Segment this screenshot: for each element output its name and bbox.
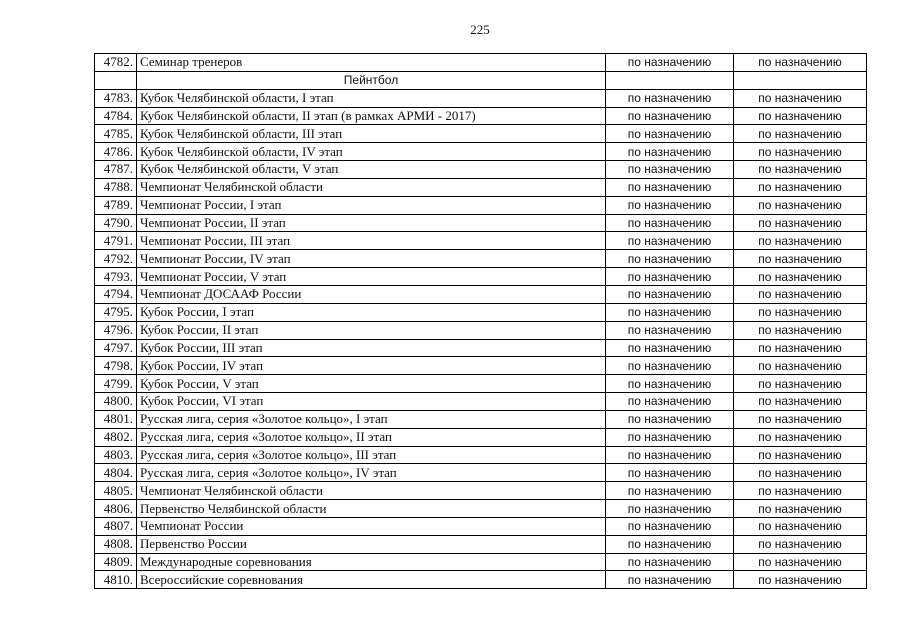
event-name: Чемпионат ДОСААФ России bbox=[137, 285, 606, 303]
event-name: Чемпионат России bbox=[137, 517, 606, 535]
table-row bbox=[95, 250, 867, 268]
location-cell: по назначению bbox=[734, 89, 867, 107]
event-name: Семинар тренеров bbox=[137, 54, 606, 72]
row-number: 4804. bbox=[95, 464, 137, 482]
event-name: Кубок России, III этап bbox=[137, 339, 606, 357]
event-name: Кубок Челябинской области, III этап bbox=[137, 125, 606, 143]
table-row bbox=[95, 178, 867, 196]
table-row bbox=[95, 446, 867, 464]
row-number: 4806. bbox=[95, 500, 137, 518]
table-row bbox=[95, 339, 867, 357]
organizer-cell: по назначению bbox=[606, 517, 734, 535]
organizer-cell: по назначению bbox=[606, 410, 734, 428]
events-table-body bbox=[95, 54, 867, 589]
row-number: 4794. bbox=[95, 285, 137, 303]
table-row bbox=[95, 517, 867, 535]
location-cell: по назначению bbox=[734, 482, 867, 500]
location-cell: по назначению bbox=[734, 464, 867, 482]
organizer-cell: по назначению bbox=[606, 303, 734, 321]
location-cell: по назначению bbox=[734, 303, 867, 321]
location-cell: по назначению bbox=[734, 500, 867, 518]
row-number: 4787. bbox=[95, 161, 137, 179]
page-number: 225 bbox=[470, 22, 490, 37]
organizer-cell: по назначению bbox=[606, 464, 734, 482]
row-number: 4810. bbox=[95, 571, 137, 589]
organizer-cell: по назначению bbox=[606, 196, 734, 214]
organizer-cell: по назначению bbox=[606, 125, 734, 143]
row-number: 4782. bbox=[95, 54, 137, 72]
organizer-cell: по назначению bbox=[606, 285, 734, 303]
table-row bbox=[95, 375, 867, 393]
row-number: 4792. bbox=[95, 250, 137, 268]
location-cell: по назначению bbox=[734, 107, 867, 125]
row-number: 4784. bbox=[95, 107, 137, 125]
organizer-cell: по назначению bbox=[606, 553, 734, 571]
row-number: 4788. bbox=[95, 178, 137, 196]
event-name: Всероссийские соревнования bbox=[137, 571, 606, 589]
location-cell: по назначению bbox=[734, 250, 867, 268]
table-row bbox=[95, 89, 867, 107]
row-number: 4798. bbox=[95, 357, 137, 375]
event-name: Чемпионат России, II этап bbox=[137, 214, 606, 232]
row-number: 4786. bbox=[95, 143, 137, 161]
table-row bbox=[95, 143, 867, 161]
location-cell: по назначению bbox=[734, 285, 867, 303]
row-number: 4801. bbox=[95, 410, 137, 428]
organizer-cell: по назначению bbox=[606, 482, 734, 500]
organizer-cell: по назначению bbox=[606, 161, 734, 179]
event-name: Русская лига, серия «Золотое кольцо», III этап bbox=[137, 446, 606, 464]
table-row bbox=[95, 357, 867, 375]
table-row bbox=[95, 464, 867, 482]
organizer-cell: по назначению bbox=[606, 446, 734, 464]
organizer-cell: по назначению bbox=[606, 535, 734, 553]
row-number: 4783. bbox=[95, 89, 137, 107]
event-name: Кубок России, V этап bbox=[137, 375, 606, 393]
row-number: 4785. bbox=[95, 125, 137, 143]
table-row bbox=[95, 214, 867, 232]
event-name: Кубок России, VI этап bbox=[137, 393, 606, 411]
location-cell: по назначению bbox=[734, 428, 867, 446]
location-cell: по назначению bbox=[734, 393, 867, 411]
event-name: Международные соревнования bbox=[137, 553, 606, 571]
location-cell: по назначению bbox=[734, 143, 867, 161]
events-table bbox=[94, 53, 867, 589]
location-cell: по назначению bbox=[734, 517, 867, 535]
row-number: 4795. bbox=[95, 303, 137, 321]
location-cell: по назначению bbox=[734, 410, 867, 428]
event-name: Кубок России, II этап bbox=[137, 321, 606, 339]
row-number: 4808. bbox=[95, 535, 137, 553]
event-name: Чемпионат Челябинской области bbox=[137, 178, 606, 196]
row-number: 4796. bbox=[95, 321, 137, 339]
row-number: 4805. bbox=[95, 482, 137, 500]
table-row bbox=[95, 535, 867, 553]
event-name: Чемпионат России, V этап bbox=[137, 268, 606, 286]
table-row bbox=[95, 125, 867, 143]
location-cell: по назначению bbox=[734, 54, 867, 72]
organizer-cell: по назначению bbox=[606, 375, 734, 393]
event-name: Русская лига, серия «Золотое кольцо», II этап bbox=[137, 428, 606, 446]
location-cell: по назначению bbox=[734, 339, 867, 357]
event-name: Кубок России, IV этап bbox=[137, 357, 606, 375]
organizer-cell: по назначению bbox=[606, 500, 734, 518]
row-number: 4797. bbox=[95, 339, 137, 357]
organizer-cell: по назначению bbox=[606, 268, 734, 286]
row-number: 4803. bbox=[95, 446, 137, 464]
section-header-row bbox=[95, 71, 867, 89]
organizer-cell: по назначению bbox=[606, 54, 734, 72]
event-name: Кубок России, I этап bbox=[137, 303, 606, 321]
event-name: Кубок Челябинской области, II этап (в рамках АРМИ - 2017) bbox=[137, 107, 606, 125]
location-cell: по назначению bbox=[734, 268, 867, 286]
table-row bbox=[95, 232, 867, 250]
row-number bbox=[95, 71, 137, 89]
row-number: 4802. bbox=[95, 428, 137, 446]
location-cell: по назначению bbox=[734, 553, 867, 571]
location-cell: по назначению bbox=[734, 178, 867, 196]
event-name: Чемпионат России, IV этап bbox=[137, 250, 606, 268]
event-name: Первенство России bbox=[137, 535, 606, 553]
organizer-cell: по назначению bbox=[606, 143, 734, 161]
organizer-cell: по назначению bbox=[606, 214, 734, 232]
row-number: 4807. bbox=[95, 517, 137, 535]
event-name: Чемпионат России, I этап bbox=[137, 196, 606, 214]
event-name: Чемпионат Челябинской области bbox=[137, 482, 606, 500]
event-name: Кубок Челябинской области, V этап bbox=[137, 161, 606, 179]
organizer-cell: по назначению bbox=[606, 571, 734, 589]
location-cell: по назначению bbox=[734, 571, 867, 589]
row-number: 4800. bbox=[95, 393, 137, 411]
event-name: Первенство Челябинской области bbox=[137, 500, 606, 518]
event-name: Чемпионат России, III этап bbox=[137, 232, 606, 250]
table-row bbox=[95, 54, 867, 72]
organizer-cell: по назначению bbox=[606, 428, 734, 446]
location-cell: по назначению bbox=[734, 535, 867, 553]
table-row bbox=[95, 553, 867, 571]
table-row bbox=[95, 285, 867, 303]
row-number: 4799. bbox=[95, 375, 137, 393]
location-cell: по назначению bbox=[734, 446, 867, 464]
organizer-cell: по назначению bbox=[606, 250, 734, 268]
table-row bbox=[95, 161, 867, 179]
organizer-cell: по назначению bbox=[606, 178, 734, 196]
location-cell: по назначению bbox=[734, 161, 867, 179]
row-number: 4809. bbox=[95, 553, 137, 571]
table-row bbox=[95, 482, 867, 500]
organizer-cell: по назначению bbox=[606, 357, 734, 375]
location-cell: по назначению bbox=[734, 196, 867, 214]
location-cell: по назначению bbox=[734, 125, 867, 143]
location-cell: по назначению bbox=[734, 357, 867, 375]
table-row bbox=[95, 107, 867, 125]
location-cell: по назначению bbox=[734, 321, 867, 339]
event-name: Кубок Челябинской области, I этап bbox=[137, 89, 606, 107]
event-name: Кубок Челябинской области, IV этап bbox=[137, 143, 606, 161]
location-cell bbox=[734, 71, 867, 89]
table-row bbox=[95, 571, 867, 589]
row-number: 4793. bbox=[95, 268, 137, 286]
organizer-cell: по назначению bbox=[606, 89, 734, 107]
organizer-cell: по назначению bbox=[606, 393, 734, 411]
event-name: Русская лига, серия «Золотое кольцо», I этап bbox=[137, 410, 606, 428]
organizer-cell: по назначению bbox=[606, 107, 734, 125]
section-title: Пейнтбол bbox=[137, 71, 606, 89]
row-number: 4789. bbox=[95, 196, 137, 214]
table-row bbox=[95, 196, 867, 214]
table-row bbox=[95, 303, 867, 321]
table-row bbox=[95, 428, 867, 446]
table-row bbox=[95, 393, 867, 411]
event-name: Русская лига, серия «Золотое кольцо», IV этап bbox=[137, 464, 606, 482]
row-number: 4791. bbox=[95, 232, 137, 250]
organizer-cell bbox=[606, 71, 734, 89]
table-row bbox=[95, 321, 867, 339]
location-cell: по назначению bbox=[734, 375, 867, 393]
location-cell: по назначению bbox=[734, 232, 867, 250]
table-row bbox=[95, 410, 867, 428]
organizer-cell: по назначению bbox=[606, 232, 734, 250]
table-row bbox=[95, 500, 867, 518]
organizer-cell: по назначению bbox=[606, 339, 734, 357]
row-number: 4790. bbox=[95, 214, 137, 232]
organizer-cell: по назначению bbox=[606, 321, 734, 339]
location-cell: по назначению bbox=[734, 214, 867, 232]
table-row bbox=[95, 268, 867, 286]
